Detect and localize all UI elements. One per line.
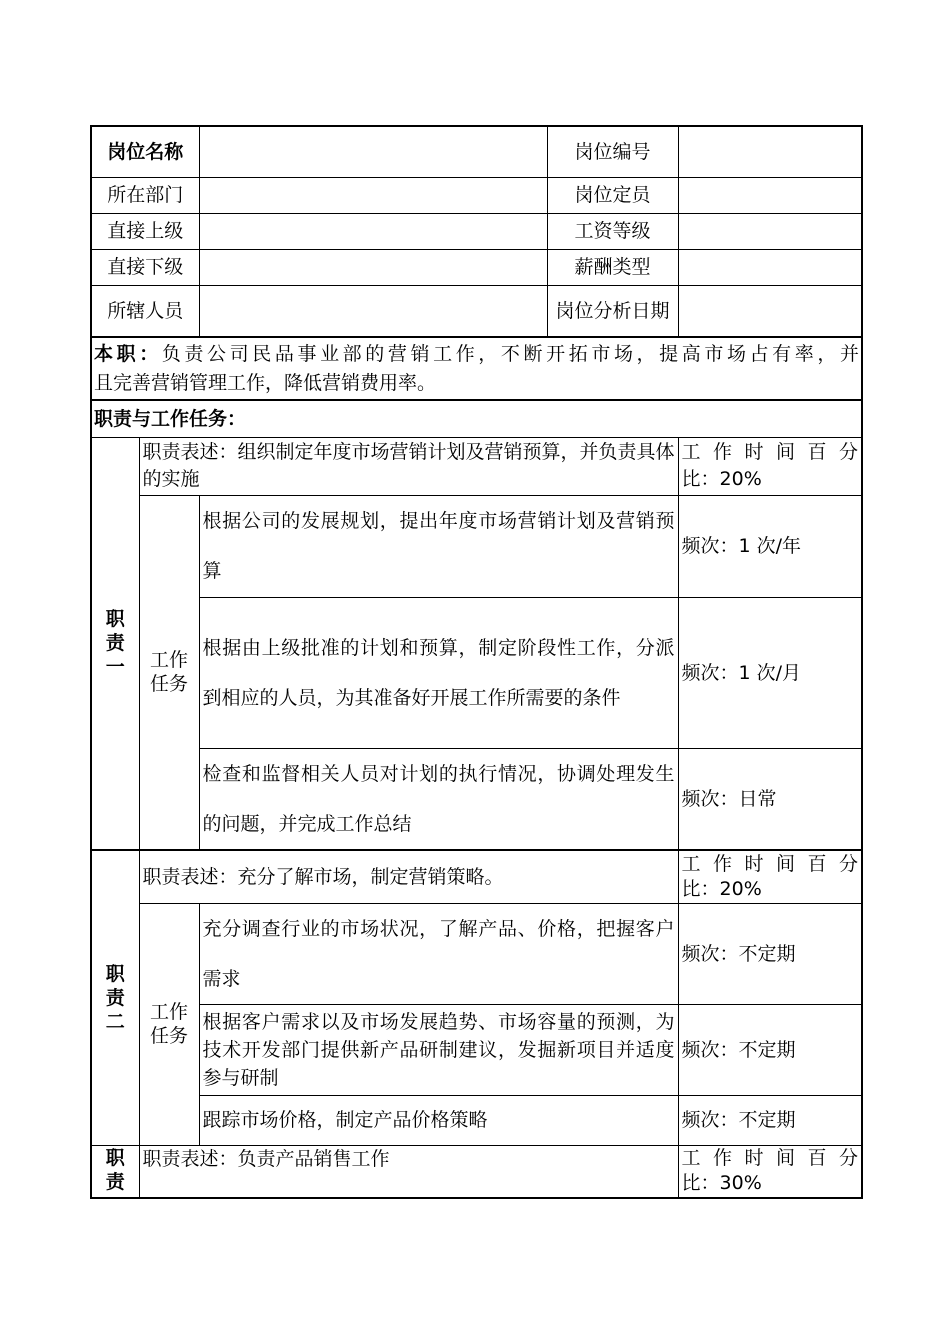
duty-2-time-pct-label: 工作时间百分	[681, 852, 859, 875]
duty-2-statement-row	[91, 850, 862, 903]
duty-2-time-pct	[678, 850, 862, 903]
position-code-label: 岗位编号	[547, 126, 678, 177]
duty-1-statement	[139, 437, 678, 495]
staff-label: 所辖人员	[91, 285, 199, 337]
duty-3-statement	[139, 1145, 678, 1198]
duty-2-task-2-row	[91, 1004, 862, 1095]
duty-1-task-2-row	[91, 597, 862, 748]
staff-value[interactable]	[199, 285, 547, 337]
position-code-value[interactable]	[678, 126, 862, 177]
duty-2-statement-text: 充分了解市场，制定营销策略。	[237, 865, 504, 888]
duty-3-statement-prefix: 职责表述：	[142, 1147, 238, 1170]
headcount-value[interactable]	[678, 177, 862, 213]
duty-1-time-pct-value: 比：20%	[681, 468, 762, 490]
duty-1-task-3-text: 检查和监督相关人员对计划的执行情况，协调处理发生的问题，并完成工作总结	[199, 748, 678, 850]
salary-grade-value[interactable]	[678, 213, 862, 249]
duty-3-time-pct	[678, 1145, 862, 1198]
duties-title-row	[91, 400, 862, 437]
duty-1-statement-prefix: 职责表述：	[142, 441, 238, 463]
job-description-sheet	[90, 125, 861, 1199]
superior-value[interactable]	[199, 213, 547, 249]
duty-2-task-1-text: 充分调查行业的市场状况，了解产品、价格，把握客户需求	[199, 903, 678, 1004]
duty-2-label: 职责二	[91, 850, 139, 1145]
duty-1-task-2-text: 根据由上级批准的计划和预算，制定阶段性工作，分派到相应的人员，为其准备好开展工作所需要的条件	[199, 597, 678, 748]
department-label: 所在部门	[91, 177, 199, 213]
duty-2-time-pct-value: 比：20%	[681, 877, 762, 900]
salary-grade-label: 工资等级	[547, 213, 678, 249]
main-duty-text-line2: 且完善营销管理工作，降低营销费用率。	[94, 371, 437, 394]
department-value[interactable]	[199, 177, 547, 213]
duty-3-label: 职责	[91, 1145, 139, 1198]
duty-1-task-1-row	[91, 495, 862, 597]
duty-1-time-pct	[678, 437, 862, 495]
duty-3-time-pct-label: 工作时间百分	[681, 1147, 859, 1170]
duty-1-task-3-freq: 频次：日常	[678, 748, 862, 850]
analysis-date-label: 岗位分析日期	[547, 285, 678, 337]
duty-2-task-1-row	[91, 903, 862, 1004]
duty-2-task-3-row	[91, 1095, 862, 1145]
main-duty-cell	[91, 337, 862, 400]
duty-1-label: 职责一	[91, 437, 139, 850]
duty-1-time-pct-label: 工作时间百分	[681, 441, 859, 463]
duty-2-task-2-text: 根据客户需求以及市场发展趋势、市场容量的预测，为技术开发部门提供新产品研制建议，发掘新项目并适度参与研制	[199, 1004, 678, 1095]
duty-2-task-3-freq: 频次：不定期	[678, 1095, 862, 1145]
duty-2-task-2-freq: 频次：不定期	[678, 1004, 862, 1095]
duty-1-task-1-freq: 频次：1 次/年	[678, 495, 862, 597]
duty-1-task-1-text: 根据公司的发展规划，提出年度市场营销计划及营销预算	[199, 495, 678, 597]
pay-type-value[interactable]	[678, 249, 862, 285]
duty-1-tasks-label: 工作任务	[139, 495, 199, 850]
header-row-superior	[91, 213, 862, 249]
duty-1-statement-row	[91, 437, 862, 495]
duty-1-task-3-row	[91, 748, 862, 850]
main-duty-text-line1: 负责公司民品事业部的营销工作，不断开拓市场，提高市场占有率，并	[161, 342, 859, 365]
main-duty-row	[91, 337, 862, 400]
job-description-table	[90, 125, 863, 1199]
duties-title: 职责与工作任务：	[91, 400, 862, 437]
header-row-subordinate	[91, 249, 862, 285]
subordinate-label: 直接下级	[91, 249, 199, 285]
position-name-value[interactable]	[199, 126, 547, 177]
duty-2-tasks-label: 工作任务	[139, 903, 199, 1145]
subordinate-value[interactable]	[199, 249, 547, 285]
duty-2-task-3-text: 跟踪市场价格，制定产品价格策略	[199, 1095, 678, 1145]
duty-1-task-2-freq: 频次：1 次/月	[678, 597, 862, 748]
superior-label: 直接上级	[91, 213, 199, 249]
header-row-staff	[91, 285, 862, 337]
main-duty-label: 本职：	[94, 342, 162, 365]
duty-3-time-pct-value: 比：30%	[681, 1172, 762, 1195]
header-row-position	[91, 126, 862, 177]
analysis-date-value[interactable]	[678, 285, 862, 337]
duty-2-statement-prefix: 职责表述：	[142, 865, 238, 888]
duty-3-statement-row	[91, 1145, 862, 1198]
duty-1-statement-text: 组织制定年度市场营销计划及营销预算，并负责具体的实施	[142, 441, 675, 490]
header-row-department	[91, 177, 862, 213]
duty-3-statement-text: 负责产品销售工作	[237, 1147, 390, 1170]
duty-2-statement	[139, 850, 678, 903]
position-name-label: 岗位名称	[91, 126, 199, 177]
headcount-label: 岗位定员	[547, 177, 678, 213]
duty-2-task-1-freq: 频次：不定期	[678, 903, 862, 1004]
pay-type-label: 薪酬类型	[547, 249, 678, 285]
